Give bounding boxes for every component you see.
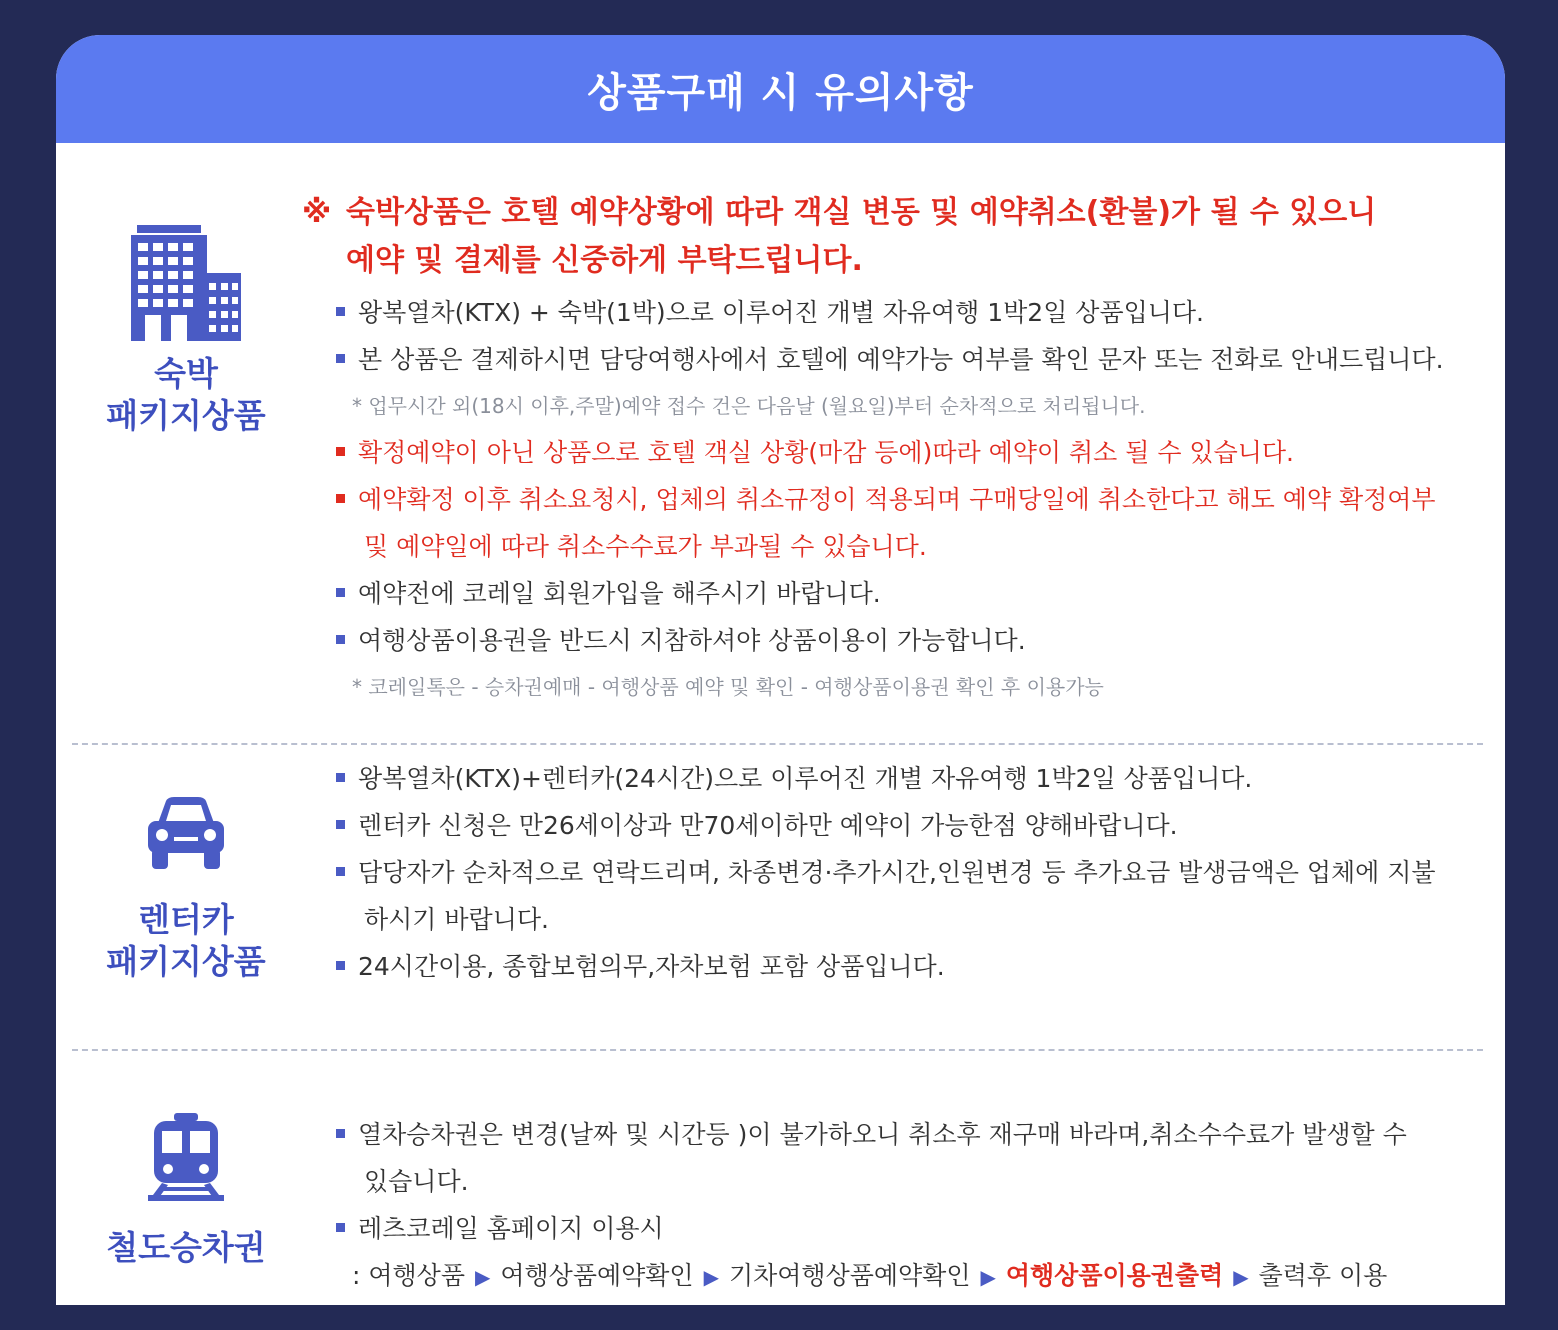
bullet-icon [336, 961, 345, 970]
path-step-4: 여행상품이용권출력 [1005, 1261, 1224, 1290]
arrow-right-icon: ▶ [1233, 1265, 1249, 1289]
arrow-right-icon: ▶ [474, 1265, 491, 1289]
arrow-right-icon: ▶ [980, 1265, 996, 1289]
list-item-warning: 확정예약이 아닌 상품으로 호텔 객실 상황(마감 등에)따라 예약이 취소 될 수 있습니다. [332, 429, 1475, 476]
list-item: 왕복열차(KTX)+렌터카(24시간)으로 이루어진 개별 자유여행 1박2일 상품입니다. [332, 755, 1475, 802]
bullet-icon [336, 867, 345, 876]
list-item: 여행상품이용권을 반드시 지참하셔야 상품이용이 가능합니다. [332, 617, 1475, 664]
bullet-icon [336, 307, 345, 316]
bullet-icon [336, 1129, 345, 1138]
lodging-category [76, 225, 296, 437]
list-item: 열차승차권은 변경(날짜 및 시간등 )이 불가하오니 취소후 재구매 바라며,취소수수료가 발생할 수 있습니다. [332, 1111, 1475, 1205]
lodging-section [56, 143, 1505, 743]
train-category-label: 철도승차권 [106, 1228, 266, 1267]
bullet-icon [336, 354, 345, 363]
arrow-right-icon: ▶ [703, 1265, 719, 1289]
page-title: 상품구매 시 유의사항 [587, 69, 974, 116]
rental-category-label: 렌터카 패키지상품 [106, 900, 266, 981]
notice-mark: ※ [302, 195, 332, 230]
lodging-warning-line2: 예약 및 결제를 신중하게 부탁드립니다. [346, 243, 863, 278]
lodging-category-label: 숙박 패키지상품 [106, 354, 266, 435]
rental-content [332, 755, 1475, 990]
list-item: 왕복열차(KTX) + 숙박(1박)으로 이루어진 개별 자유여행 1박2일 상품입니다. [332, 289, 1475, 336]
hotel-building-icon [131, 225, 241, 341]
bullet-icon [336, 494, 345, 503]
notice-header [56, 35, 1505, 143]
list-item-warning: 예약확정 이후 취소요청시, 업체의 취소규정이 적용되며 구매당일에 취소한다고 해도 예약 확정여부 및 예약일에 따라 취소수수료가 부과될 수 있습니다. [332, 476, 1475, 570]
notice-card [56, 35, 1505, 1305]
path-step-2: 여행상품예약확인 [500, 1261, 694, 1290]
train-section [56, 1051, 1505, 1305]
lodging-warning [302, 189, 1475, 285]
path-step-3: 기차여행상품예약확인 [728, 1261, 971, 1290]
list-item: 렌터카 신청은 만26세이상과 만70세이하만 예약이 가능한점 양해바랍니다. [332, 802, 1475, 849]
footnote: * 코레일톡은 - 승차권예매 - 여행상품 예약 및 확인 - 여행상품이용권 확인 후 이용가능 [352, 675, 1104, 699]
list-item: 본 상품은 결제하시면 담당여행사에서 호텔에 예약가능 여부를 확인 문자 또는 전화로 안내드립니다. [332, 336, 1475, 383]
train-icon [146, 1113, 226, 1203]
rental-category [76, 793, 296, 983]
train-category [76, 1113, 296, 1269]
bullet-icon [336, 635, 345, 644]
list-item: 레츠코레일 홈페이지 이용시 [332, 1205, 1475, 1252]
lodging-content [302, 189, 1475, 710]
bullet-icon [336, 1223, 345, 1232]
path-step-5: 출력후 이용 [1258, 1261, 1388, 1290]
bullet-icon [336, 588, 345, 597]
usage-path [332, 1252, 1475, 1301]
path-step-1: : 여행상품 [352, 1261, 465, 1290]
list-item: 예약전에 코레일 회원가입을 해주시기 바랍니다. [332, 570, 1475, 617]
bullet-icon [336, 447, 345, 456]
rental-section [56, 743, 1505, 1051]
list-item: 담당자가 순차적으로 연락드리며, 차종변경·추가시간,인원변경 등 추가요금 발생금액은 업체에 지불 하시기 바랍니다. [332, 849, 1475, 943]
bullet-icon [336, 820, 345, 829]
car-icon [144, 793, 228, 873]
list-item: 24시간이용, 종합보험의무,자차보험 포함 상품입니다. [332, 943, 1475, 990]
lodging-warning-line1: 숙박상품은 호텔 예약상황에 따라 객실 변동 및 예약취소(환불)가 될 수 있으니 [346, 195, 1377, 230]
footnote: * 업무시간 외(18시 이후,주말)예약 접수 건은 다음날 (월요일)부터 순차적으로 처리됩니다. [352, 394, 1146, 418]
train-content [332, 1111, 1475, 1301]
bullet-icon [336, 773, 345, 782]
